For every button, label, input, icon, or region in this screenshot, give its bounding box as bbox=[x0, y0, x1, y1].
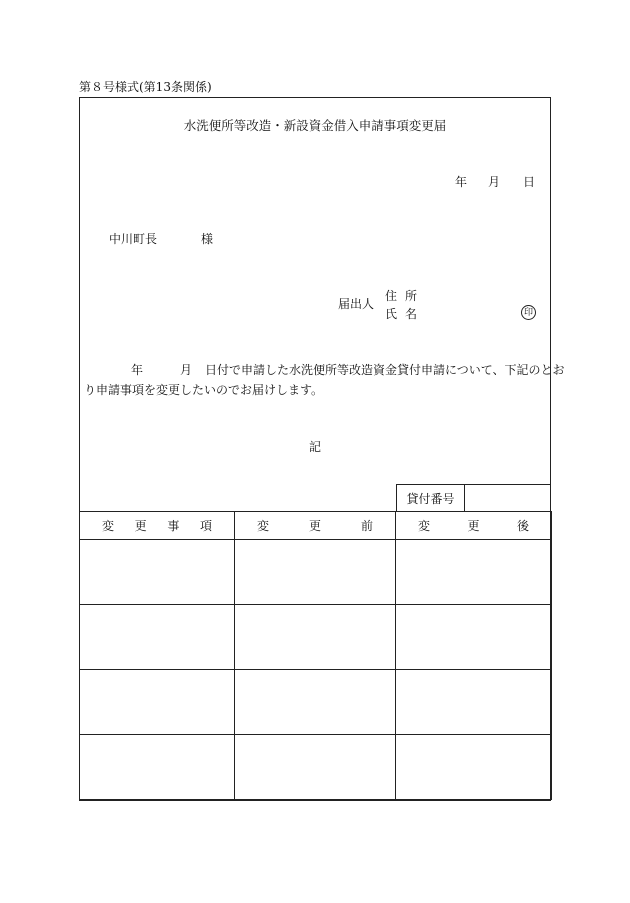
date-year-label: 年 bbox=[455, 175, 468, 189]
after-change-cell[interactable] bbox=[396, 735, 552, 800]
form-number: 第８号様式(第13条関係) bbox=[79, 80, 212, 94]
date-day-label: 日 bbox=[523, 175, 536, 189]
loan-number-label: 貸付番号 bbox=[397, 485, 465, 511]
before-change-cell[interactable] bbox=[235, 605, 396, 670]
after-change-cell[interactable] bbox=[396, 540, 552, 605]
document-title: 水洗便所等改造・新設資金借入申請事項変更届 bbox=[183, 118, 447, 133]
body-month-label: 月 bbox=[180, 363, 193, 377]
recipient-name: 中川町長 bbox=[109, 232, 158, 246]
table-row bbox=[80, 540, 552, 605]
table-header-row bbox=[80, 512, 552, 540]
change-item-cell[interactable] bbox=[80, 670, 235, 735]
header-before-change: 変 更 前 bbox=[235, 512, 396, 540]
body-text-line-1: 日付で申請した水洗便所等改造資金貸付申請について、下記のとお bbox=[205, 363, 565, 377]
change-item-cell[interactable] bbox=[80, 540, 235, 605]
change-item-cell[interactable] bbox=[80, 735, 235, 800]
address-label: 住所 bbox=[385, 289, 426, 303]
date-month-label: 月 bbox=[488, 175, 501, 189]
table-row bbox=[80, 735, 552, 800]
recipient-honorific: 様 bbox=[201, 232, 214, 246]
header-change-item: 変 更 事 項 bbox=[80, 512, 235, 540]
before-change-cell[interactable] bbox=[235, 540, 396, 605]
body-text-line-2: り申請事項を変更したいのでお届けします。 bbox=[84, 383, 324, 397]
before-change-cell[interactable] bbox=[235, 670, 396, 735]
after-change-cell[interactable] bbox=[396, 605, 552, 670]
loan-number-box bbox=[396, 484, 551, 512]
applicant-label: 届出人 bbox=[338, 297, 375, 311]
change-table bbox=[79, 511, 552, 800]
before-change-cell[interactable] bbox=[235, 735, 396, 800]
change-item-cell[interactable] bbox=[80, 605, 235, 670]
loan-number-field[interactable] bbox=[465, 485, 550, 511]
seal-mark: 印 bbox=[521, 305, 536, 320]
name-label: 氏名 bbox=[385, 307, 426, 321]
header-after-change: 変 更 後 bbox=[396, 512, 552, 540]
note-heading: 記 bbox=[308, 440, 321, 454]
after-change-cell[interactable] bbox=[396, 670, 552, 735]
table-row bbox=[80, 605, 552, 670]
table-row bbox=[80, 670, 552, 735]
body-year-label: 年 bbox=[131, 363, 144, 377]
